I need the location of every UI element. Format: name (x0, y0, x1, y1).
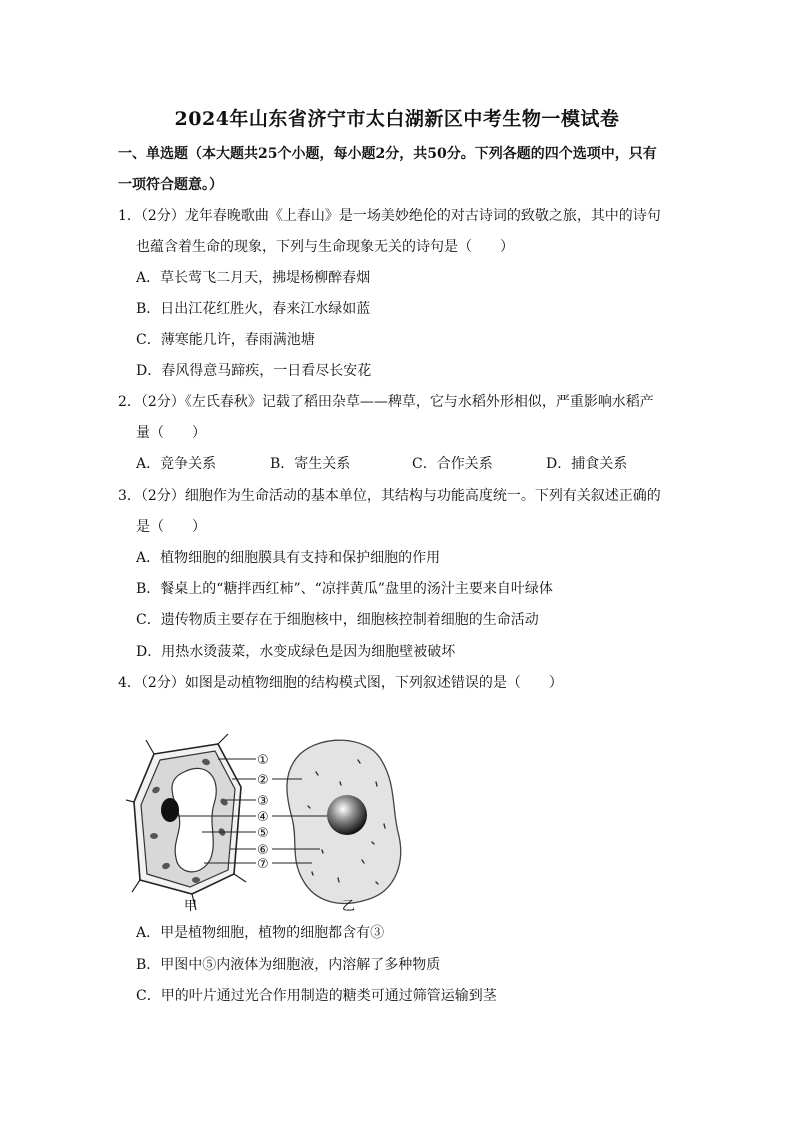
question-1-option-d: D．春风得意马蹄疾，一日看尽长安花 (136, 363, 372, 379)
question-3-option-c: C．遗传物质主要存在于细胞核中，细胞核控制着细胞的生命活动 (136, 612, 539, 628)
question-3-option-a: A．植物细胞的细胞膜具有支持和保护细胞的作用 (136, 550, 441, 566)
label-7: ⑦ (257, 857, 269, 872)
plant-nucleus (161, 798, 179, 822)
label-4: ④ (257, 810, 269, 825)
structure-labels (257, 753, 269, 872)
question-3-stem-line-1: 3．（2分）细胞作为生命活动的基本单位，其结构与功能高度统一。下列有关叙述正确的 (118, 488, 661, 504)
question-3-stem-line-2: 是（ ） (136, 519, 206, 535)
question-2-option-a: A．竞争关系 (136, 456, 217, 472)
animal-nucleus (327, 795, 367, 835)
question-1-option-b: B．日出江花红胜火，春来江水绿如蓝 (136, 301, 371, 317)
question-2-option-c: C．合作关系 (412, 456, 493, 472)
section-heading-line-2: 一项符合题意。） (118, 177, 223, 193)
question-1-option-a: A．草长莺飞二月天，拂堤杨柳醉春烟 (136, 270, 371, 286)
caption-plant: 甲 (184, 899, 198, 914)
label-1: ① (257, 753, 269, 768)
question-1-stem-line-2: 也蕴含着生命的现象，下列与生命现象无关的诗句是（ ） (136, 239, 514, 255)
question-4-stem: 4．（2分）如图是动植物细胞的结构模式图，下列叙述错误的是（ ） (118, 675, 563, 691)
label-3: ③ (257, 794, 269, 809)
question-4-option-a: A．甲是植物细胞，植物的细胞都含有③ (136, 925, 385, 941)
caption-animal: 乙 (342, 899, 356, 914)
question-4-option-b: B．甲图中⑤内液体为细胞液，内溶解了多种物质 (136, 957, 441, 973)
chloroplast (192, 877, 200, 883)
question-1-stem-line-1: 1．（2分）龙年春晚歌曲《上春山》是一场美妙绝伦的对古诗词的致敬之旅，其中的诗句 (118, 208, 661, 224)
question-2-stem-line-2: 量（ ） (136, 425, 206, 441)
question-1-option-c: C．薄寒能几许，春雨满池塘 (136, 332, 315, 348)
question-2-option-b: B．寄生关系 (270, 456, 351, 472)
label-5: ⑤ (257, 826, 269, 841)
chloroplast (150, 833, 158, 839)
section-heading-line-1: 一、单选题（本大题共25个小题，每小题2分，共50分。下列各题的四个选项中，只有 (118, 146, 657, 162)
question-3-option-b: B．餐桌上的“糖拌西红柿”、“凉拌黄瓜”盘里的汤汁主要来自叶绿体 (136, 581, 553, 597)
question-2-option-d: D．捕食关系 (546, 456, 628, 472)
question-3-option-d: D．用热水烫菠菜，水变成绿色是因为细胞壁被破坏 (136, 644, 456, 660)
label-2: ② (257, 773, 269, 788)
animal-cell-diagram (287, 740, 401, 903)
label-6: ⑥ (257, 843, 269, 858)
question-2-stem-line-1: 2．（2分）《左氏春秋》记载了稻田杂草——稗草，它与水稻外形相似，严重影响水稻产 (118, 394, 654, 410)
question-4-option-c: C．甲的叶片通过光合作用制造的糖类可通过筛管运输到茎 (136, 988, 497, 1004)
question-2-options-row (136, 454, 656, 474)
cell-structure-figure (126, 732, 416, 914)
page-title: 2024年山东省济宁市太白湖新区中考生物一模试卷 (174, 108, 620, 130)
plant-cell-diagram (126, 734, 246, 910)
